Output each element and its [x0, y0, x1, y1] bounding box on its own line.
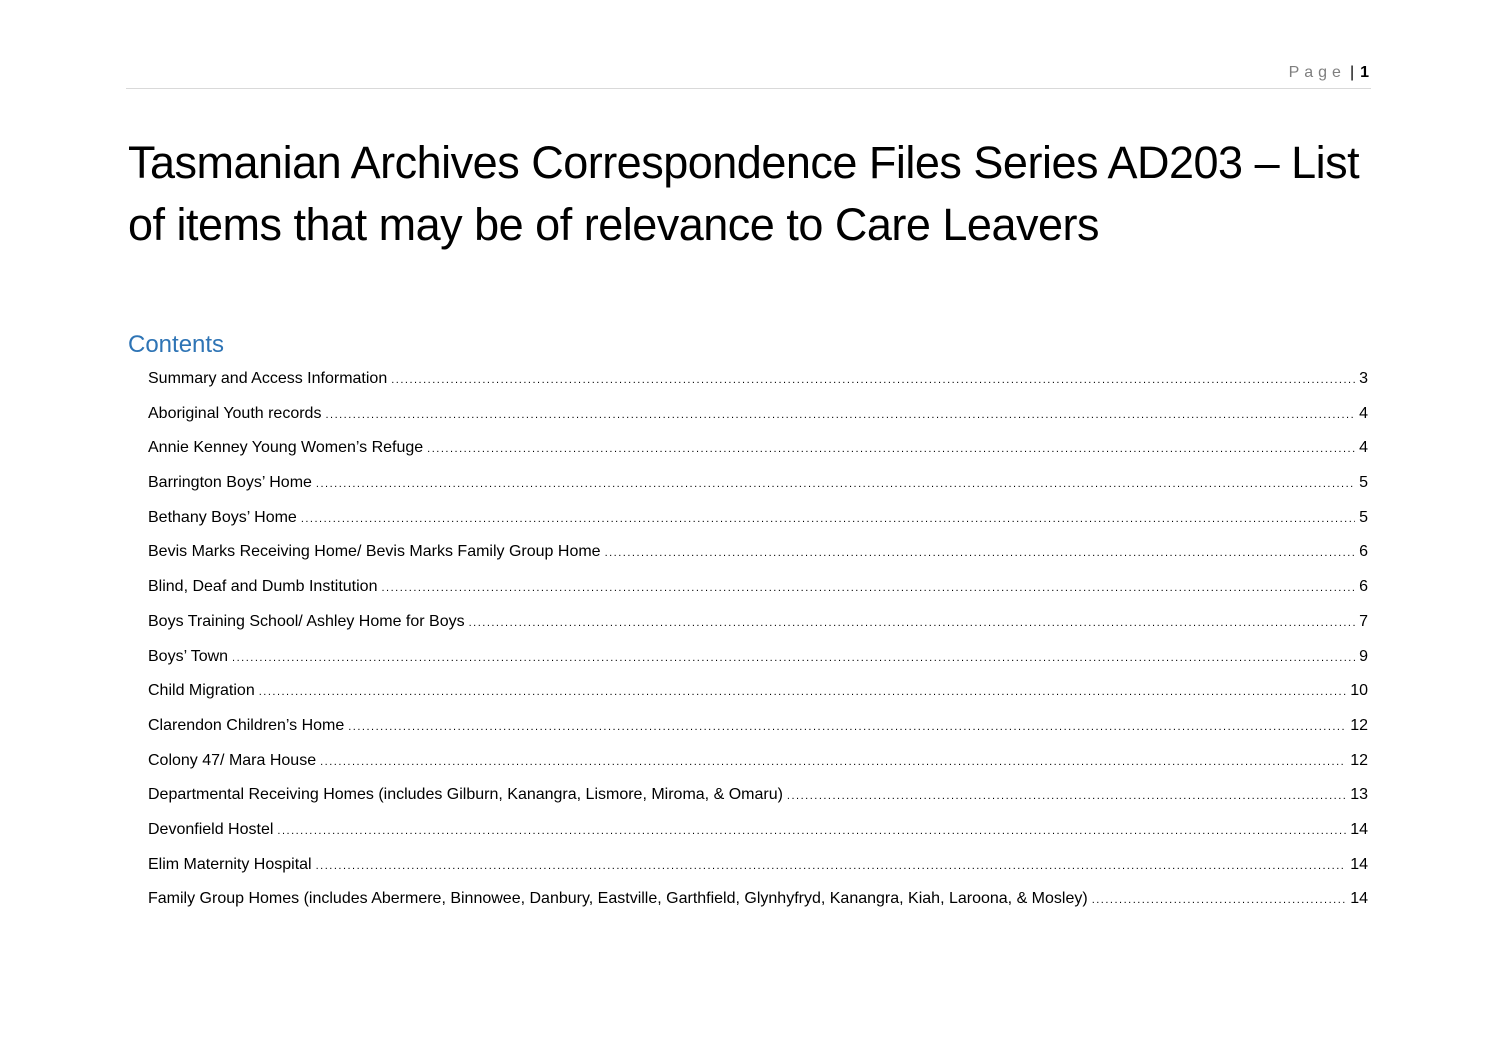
- toc-entry-label[interactable]: Blind, Deaf and Dumb Institution: [148, 578, 378, 596]
- toc-entry-page-number[interactable]: 5: [1359, 508, 1368, 526]
- toc-entry-label[interactable]: Family Group Homes (includes Abermere, Binnowee, Danbury, Eastville, Garthfield, Glynhyfryd, Kanangra, Kiah, Laroona, & Mosley): [148, 890, 1088, 908]
- toc-entry-label[interactable]: Annie Kenney Young Women’s Refuge: [148, 439, 424, 457]
- toc-entry-page-number[interactable]: 3: [1359, 370, 1368, 387]
- toc-entry-page-number[interactable]: 14: [1350, 820, 1368, 838]
- toc-entry[interactable]: [148, 435, 1368, 470]
- toc-entry[interactable]: [148, 678, 1368, 713]
- toc-entry[interactable]: [148, 574, 1368, 609]
- toc-entry-label[interactable]: Colony 47/ Mara House: [148, 751, 317, 769]
- page-indicator: [1289, 64, 1369, 82]
- toc-entry-page-number[interactable]: 6: [1359, 578, 1368, 596]
- toc-entry-page-number[interactable]: 12: [1350, 751, 1368, 769]
- toc-entry[interactable]: [148, 505, 1368, 540]
- toc-entry-page-number[interactable]: 12: [1350, 716, 1368, 734]
- toc-entry[interactable]: [148, 539, 1368, 574]
- toc-dot-leader: [316, 853, 1347, 879]
- toc-entry[interactable]: [148, 401, 1368, 436]
- page-header: [126, 62, 1371, 89]
- toc-dot-leader: [316, 471, 1355, 497]
- toc-entry-page-number[interactable]: 9: [1359, 647, 1368, 665]
- toc-entry-label[interactable]: Clarendon Children’s Home: [148, 716, 345, 734]
- page-number: 1: [1360, 64, 1369, 81]
- toc-dot-leader: [391, 367, 1355, 393]
- toc-entry-page-number[interactable]: 13: [1350, 786, 1368, 804]
- toc-dot-leader: [325, 402, 1355, 428]
- toc-entry-page-number[interactable]: 7: [1359, 612, 1368, 630]
- toc-entry-label[interactable]: Bethany Boys’ Home: [148, 508, 297, 526]
- toc-dot-leader: [277, 818, 1346, 844]
- toc-entry[interactable]: [148, 470, 1368, 505]
- toc-entry-label[interactable]: Boys Training School/ Ashley Home for Boys: [148, 612, 465, 630]
- toc-entry-page-number[interactable]: 4: [1359, 439, 1368, 457]
- toc-entry-page-number[interactable]: 10: [1350, 682, 1368, 700]
- toc-entry-label[interactable]: Child Migration: [148, 682, 255, 700]
- toc-dot-leader: [348, 714, 1346, 740]
- toc-entry[interactable]: [148, 886, 1368, 921]
- toc-dot-leader: [787, 783, 1346, 809]
- toc-entry[interactable]: [148, 609, 1368, 644]
- toc-entry-label[interactable]: Bevis Marks Receiving Home/ Bevis Marks Family Group Home: [148, 543, 601, 561]
- toc-entry-label[interactable]: Summary and Access Information: [148, 370, 388, 387]
- toc-entry-page-number[interactable]: 6: [1359, 543, 1368, 561]
- toc-dot-leader: [301, 506, 1355, 532]
- toc-dot-leader: [232, 645, 1355, 671]
- toc-dot-leader: [1092, 887, 1347, 913]
- toc-entry-label[interactable]: Elim Maternity Hospital: [148, 855, 312, 873]
- table-of-contents: [148, 366, 1368, 921]
- page-word: Page: [1288, 64, 1346, 81]
- toc-entry[interactable]: [148, 644, 1368, 679]
- toc-entry-page-number[interactable]: 5: [1359, 474, 1368, 492]
- toc-entry-label[interactable]: Aboriginal Youth records: [148, 404, 322, 422]
- toc-entry[interactable]: [148, 748, 1368, 783]
- toc-entry[interactable]: [148, 782, 1368, 817]
- page-separator: |: [1349, 64, 1355, 81]
- toc-entry-label[interactable]: Boys’ Town: [148, 647, 229, 665]
- toc-dot-leader: [259, 679, 1346, 705]
- toc-dot-leader: [381, 575, 1355, 601]
- toc-entry-page-number[interactable]: 14: [1350, 890, 1368, 908]
- toc-dot-leader: [320, 749, 1346, 775]
- toc-entry[interactable]: [148, 852, 1368, 887]
- contents-heading: Contents: [128, 331, 225, 358]
- toc-dot-leader: [469, 610, 1356, 636]
- toc-entry[interactable]: [148, 713, 1368, 748]
- toc-entry-label[interactable]: Departmental Receiving Homes (includes Gilburn, Kanangra, Lismore, Miroma, & Omaru): [148, 786, 783, 804]
- document-title: Tasmanian Archives Correspondence Files Series AD203 – List of items that may be of relevance to Care Leavers: [128, 137, 1360, 250]
- toc-entry[interactable]: [148, 817, 1368, 852]
- toc-entry-label[interactable]: Barrington Boys’ Home: [148, 474, 312, 492]
- toc-entry-page-number[interactable]: 14: [1350, 855, 1368, 873]
- toc-dot-leader: [605, 540, 1356, 566]
- toc-entry-label[interactable]: Devonfield Hostel: [148, 820, 274, 838]
- toc-dot-leader: [427, 436, 1355, 462]
- toc-entry[interactable]: [148, 366, 1368, 401]
- toc-entry-page-number[interactable]: 4: [1359, 404, 1368, 422]
